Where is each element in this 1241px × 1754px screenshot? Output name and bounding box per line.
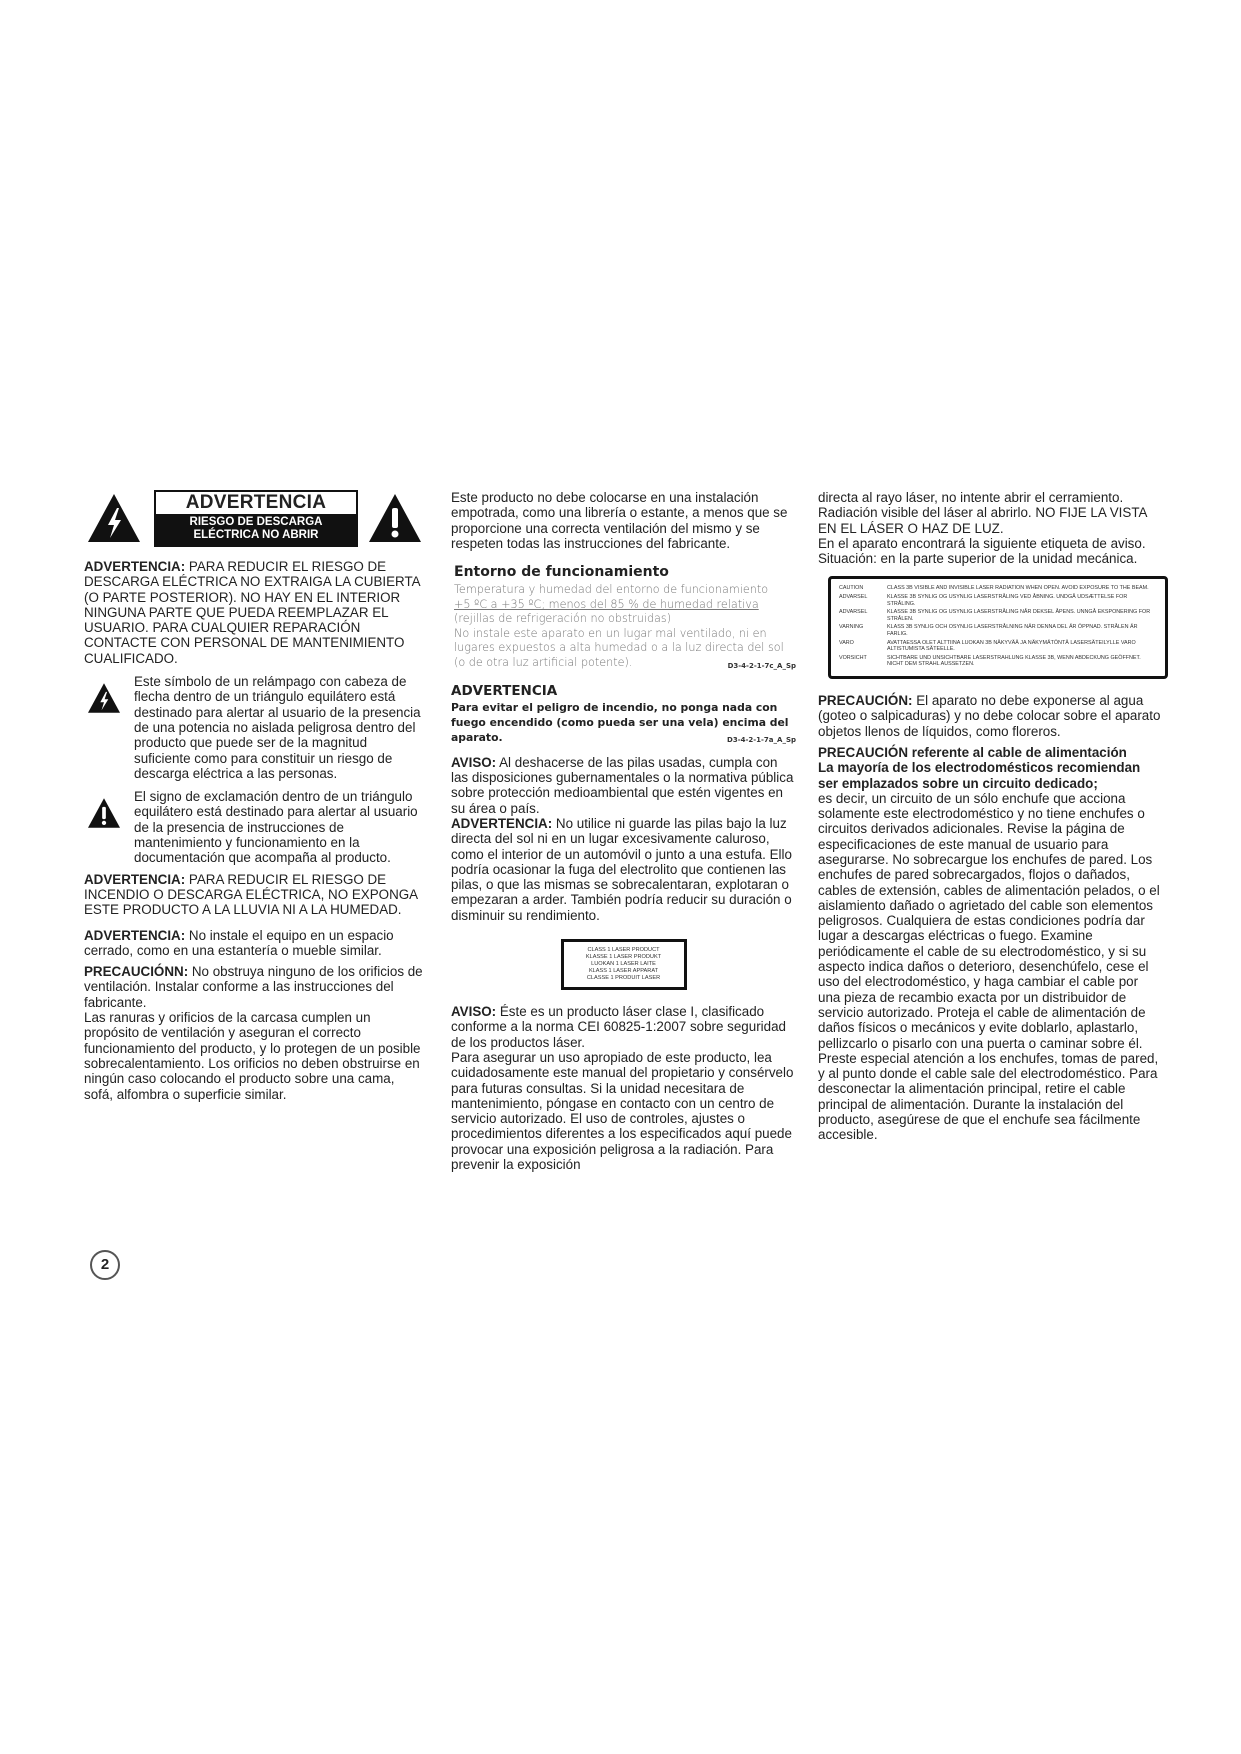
- exclamation-symbol-text: El signo de exclamación dentro de un triángulo equilátero está destinado para alertar al usuario de la presencia de instrucciones de mantenimiento y funcionamiento en la documentación que acompaña al producto.: [134, 789, 418, 866]
- power-cord-title: PRECAUCIÓN referente al cable de alimentación: [818, 744, 1127, 760]
- battery-warning-paragraph: ADVERTENCIA: No utilice ni guarde las pilas bajo la luz directa del sol ni en un lugar excesivamente caluroso, como el interior de un automóvil o junto a una estufa. Ello podría ocasionar la fuga del electrolito que contienen las pilas, o que las mismas se sobrecalentaran, explotaran o empezaran a arder. También podría reducir su duración o disminuir su rendimiento.: [451, 815, 792, 923]
- caution-label-row: VARO AVATTAESSA OLET ALTTIINA LUOKAN 3B NÄKYVÄÄ JA NÄKYMÄTÖNTÄ LASERSÄTEILYLLE VARO ALTISTUMISTA SÄTEELLE.: [839, 639, 1136, 653]
- lightning-triangle-icon: [86, 492, 142, 544]
- exclamation-triangle-small-icon: [84, 797, 124, 829]
- laser-exposure-paragraph: directa al rayo láser, no intente abrir el cerramiento. Radiación visible del láser al abrirlo. NO FIJE LA VISTA EN EL LÁSER O HAZ DE LUZ.: [818, 490, 1147, 536]
- warning-title: ADVERTENCIA: [185, 492, 327, 513]
- caution-paragraph: PRECAUCIÓNN: No obstruya ninguno de los orificios de ventilación. Instalar conforme a las instrucciones del fabricante.: [84, 964, 423, 1010]
- lightning-symbol-explanation: [84, 674, 424, 781]
- laser-class-label: [561, 939, 687, 990]
- environment-line-1: Temperatura y humedad del entorno de funcionamiento: [454, 583, 769, 597]
- laser-label-line: LUOKAN 1 LASER LAITE: [591, 961, 656, 968]
- column-2: [451, 490, 796, 1172]
- page-number: 2: [90, 1250, 120, 1280]
- warning-box: [154, 490, 358, 547]
- label-location-paragraph: En el aparato encontrará la siguiente etiqueta de aviso. Situación: en la parte superior de la unidad mecánica.: [818, 535, 1146, 567]
- laser-label-line: CLASS 1 LASER PRODUCT: [587, 947, 660, 954]
- exclamation-symbol-explanation: [84, 789, 424, 865]
- environment-line-4: No instale este aparato en un lugar mal ventilado, ni en lugares expuestos a alta humedad o a la luz directa del sol (o de otra luz artificial potente). D3-4-2-1-7c_A_Sp: [454, 627, 796, 671]
- warning-paragraph-1: ADVERTENCIA: PARA REDUCIR EL RIESGO DE DESCARGA ELÉCTRICA NO EXTRAIGA LA CUBIERTA (O PARTE POSTERIOR). NO HAY EN EL INTERIOR NINGUNA PARTE QUE PUEDA REEMPLAZAR EL USUARIO. PARA CUALQUIER REPARACIÓN CONTACTE CON PERSONAL DE MANTENIMIENTO CUALIFICADO.: [84, 559, 420, 666]
- caution-label-image: [828, 576, 1168, 679]
- caution-label-row: ADVARSEL KLASSE 3B SYNLIG OG USYNLIG LASERSTRÅLING NÅR DEKSEL ÅPENS. UNNGÅ EKSPONERING FOR STRÅLEN.: [839, 609, 1151, 622]
- warning-subtitle: RIESGO DE DESCARGA ELÉCTRICA NO ABRIR: [156, 514, 356, 545]
- laser-label-line: CLASSE 1 PRODUIT LASER: [586, 975, 661, 982]
- fire-warning-body: Para evitar el peligro de incendio, no ponga nada con fuego encendido (como pueda ser una vela) encima del aparato. D3-4-2-1-7a_A_Sp: [451, 700, 796, 745]
- caution-label-row: ADVARSEL KLASSE 3B SYNLIG OG USYNLIG LASERSTRÅLING VED ÅBNING. UNDGÅ UDSÆTTELSE FOR STRÅLING.: [839, 594, 1128, 607]
- warning-paragraph-3: ADVERTENCIA: No instale el equipo en un espacio cerrado, como en una estantería o mueble similar.: [84, 927, 394, 958]
- power-cord-body: es decir, un circuito de un sólo enchufe que acciona solamente este electrodoméstico y no tiene enchufes o circuitos derivados adicionales. Revise la página de especificaciones de este manual de usuario para asegurarse. No sobrecargue los enchufes de pared. Los enchufes de pared sobrecargados, flojos o dañados, cables de extensión, cables de alimentación pelados, o el aislamiento dañado o agrietado del cable son elementos peligrosos. Cualquiera de estas condiciones podría dar lugar a descargas eléctricas o fuego. Examine periódicamente el cable de su electrodoméstico, y si su aspecto indica daños o deterioro, desenchúfelo, cese el uso del electrodoméstico, y haga cambiar el cable por una pieza de recambio exacta por un distribuidor de servicio autorizado. Proteja el cable de alimentación de daños físicos o mecánicos y evite doblarlo, aplastarlo, pellizcarlo o pisarlo con una puerta o caminar sobre él. Preste especial atención a los enchufes, tomas de pared, y al punto donde el cable sale del electrodoméstico. Para desconectar la alimentación principal, retire el cable principal de alimentación. Durante la instalación del producto, asegúrese de que el enchufe sea fácilmente accesible.: [818, 790, 1160, 1143]
- column-1: [84, 490, 424, 1102]
- environment-line-2: +5 ºC a +35 ºC; menos del 85 % de humedad relativa: [454, 597, 759, 611]
- warning-paragraph-2: ADVERTENCIA: PARA REDUCIR EL RIESGO DE INCENDIO O DESCARGA ELÉCTRICA, NO EXPONGA ESTE PRODUCTO A LA LLUVIA NI A LA HUMEDAD.: [84, 871, 418, 918]
- water-caution-paragraph: PRECAUCIÓN: El aparato no debe exponerse al agua (goteo o salpicaduras) y no debe colocar sobre el aparato objetos llenos de líquidos, como floreros.: [818, 693, 1161, 739]
- environment-code: D3-4-2-1-7c_A_Sp: [727, 661, 796, 670]
- laser-label-line: KLASSE 1 LASER PRODUKT: [585, 954, 662, 961]
- fire-warning-code: D3-4-2-1-7a_A_Sp: [727, 735, 796, 744]
- environment-line-3: (rejillas de refrigeración no obstruidas): [454, 612, 672, 626]
- power-cord-subtitle: La mayoría de los electrodomésticos recomiendan ser emplazados sobre un circuito dedicado;: [818, 760, 1141, 791]
- environment-block: [454, 583, 796, 670]
- warning-header: [84, 490, 424, 556]
- column-3: [818, 490, 1163, 1143]
- laser-notice-paragraph: AVISO: Éste es un producto láser clase I, clasificado conforme a la norma CEI 60825-1:2007 sobre seguridad de los productos láser.: [451, 1004, 786, 1050]
- lightning-symbol-text: Este símbolo de un relámpago con cabeza de flecha dentro de un triángulo equilátero está destinado para alertar al usuario de la presencia de una potencia no aislada peligrosa dentro del producto que puede ser de la magnitud suficiente como para constituir un riesgo de descarga eléctrica a las personas.: [134, 674, 421, 781]
- installation-paragraph: Este producto no debe colocarse en una instalación empotrada, como una librería o estante, a menos que se proporcione una correcta ventilación del mismo y se respeten todas las instrucciones del fabricante.: [451, 490, 788, 551]
- laser-label-line: KLASS 1 LASER APPARAT: [588, 968, 659, 975]
- caution-label-row: CAUTION CLASS 3B VISIBLE AND INVISIBLE LASER RADIATION WHEN OPEN. AVOID EXPOSURE TO THE BEAM.: [839, 585, 1149, 592]
- fire-warning-title: ADVERTENCIA: [451, 683, 558, 700]
- lightning-triangle-small-icon: [84, 682, 124, 714]
- battery-disposal-paragraph: AVISO: Al deshacerse de las pilas usadas, cumpla con las disposiciones gubernamentales o la normativa pública sobre protección medioambiental que estén vigentes en su área o país.: [451, 754, 794, 816]
- manual-usage-paragraph: Para asegurar un uso apropiado de este producto, lea cuidadosamente este manual del propietario y consérvelo para futuras consultas. Si la unidad necesitara de mantenimiento, póngase en contacto con un centro de servicio autorizado. El uso de controles, ajustes o procedimientos diferentes a los especificados aquí puede provocar una exposición peligrosa a la radiación. Para prevenir la exposición: [451, 1049, 794, 1173]
- caution-label-row: VARNING KLASS 3B SYNLIG OCH OSYNLIG LASERSTRÅLNING NÄR DENNA DEL ÄR ÖPPNAD. STRÅLEN ÄR FARLIG.: [839, 624, 1138, 638]
- ventilation-paragraph: Las ranuras y orificios de la carcasa cumplen un propósito de ventilación y aseguran el correcto funcionamiento del producto, y lo protegen de un posible sobrecalentamiento. Los orificios no deben obstruirse en ningún caso colocando el producto sobre una cama, sofá, alfombra o superficie similar.: [84, 1010, 421, 1102]
- exclamation-triangle-icon: [367, 492, 423, 544]
- environment-title: Entorno de funcionamiento: [454, 564, 669, 581]
- caution-label-row: VORSICHT SICHTBARE UND UNSICHTBARE LASERSTRAHLUNG KLASSE 3B, WENN ABDECKUNG GEÖFFNET. NICHT DEM STRAHL AUSSETZEN.: [839, 654, 1141, 668]
